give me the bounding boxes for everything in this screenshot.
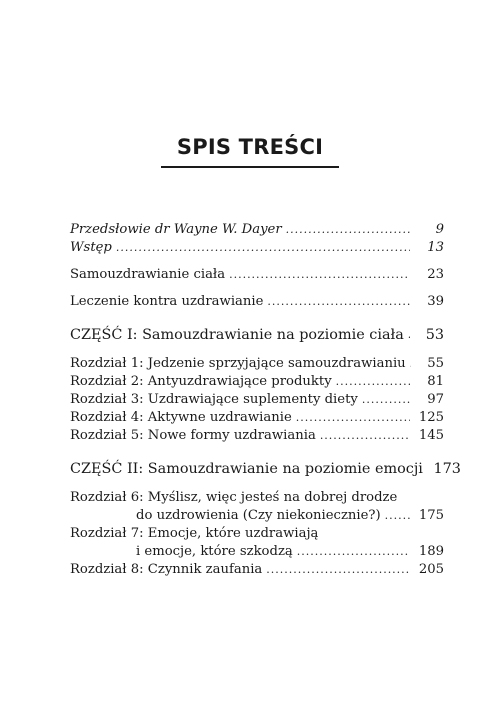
- toc-entry-continuation: [70, 507, 444, 525]
- toc-entry-treatment-vs-healing[interactable]: [70, 293, 444, 311]
- dot-leader: [385, 507, 410, 525]
- toc-entry-chapter-3[interactable]: [70, 391, 444, 409]
- title-container: [0, 134, 500, 168]
- table-of-contents: [70, 221, 461, 579]
- toc-entry-label: Rozdział 5: Nowe formy uzdrawiania: [70, 428, 316, 443]
- toc-entry-part-2[interactable]: [70, 460, 461, 478]
- page-title: SPIS TREŚCI: [161, 134, 339, 168]
- toc-entry-page: 53: [425, 327, 444, 343]
- spacer: [70, 445, 444, 460]
- dot-leader: [362, 391, 410, 409]
- toc-entry-label-line2: do uzdrowienia (Czy niekoniecznie?): [136, 508, 381, 523]
- dot-leader: [229, 266, 410, 284]
- spacer: [70, 257, 444, 266]
- toc-entry-page: 175: [418, 508, 444, 523]
- toc-entry-page: 55: [427, 356, 444, 371]
- spacer: [70, 344, 444, 355]
- toc-entry-chapter-5[interactable]: [70, 427, 444, 445]
- dot-leader: [408, 326, 410, 344]
- toc-entry-page: 173: [433, 461, 461, 477]
- toc-entry-continuation: [70, 543, 444, 561]
- toc-entry-label: Samouzdrawianie ciała: [70, 267, 226, 282]
- toc-entry-page: 23: [427, 267, 444, 282]
- dot-leader: [336, 373, 410, 391]
- toc-entry-part-1[interactable]: [70, 326, 444, 344]
- toc-entry-label-line2: i emocje, które szkodzą: [136, 544, 293, 559]
- toc-entry-page: 145: [418, 428, 444, 443]
- toc-entry-label: Rozdział 1: Jedzenie sprzyjające samouzdrawianiu: [70, 356, 406, 371]
- toc-entry-chapter-1[interactable]: [70, 355, 444, 373]
- spacer: [70, 478, 444, 489]
- toc-entry-label: CZĘŚĆ I: Samouzdrawianie na poziomie ciała: [70, 327, 404, 343]
- dot-leader: [296, 409, 410, 427]
- spacer: [70, 284, 444, 293]
- toc-entry-page: 81: [427, 374, 444, 389]
- toc-entry-page: 39: [427, 294, 444, 309]
- toc-entry-label-line1: Rozdział 7: Emocje, które uzdrawiają: [70, 526, 319, 541]
- toc-entry-body-self-healing[interactable]: [70, 266, 444, 284]
- toc-entry-page: 97: [427, 392, 444, 407]
- toc-entry-page: 13: [427, 240, 444, 255]
- dot-leader: [266, 561, 410, 579]
- toc-entry-page: 189: [418, 544, 444, 559]
- toc-entry-chapter-4[interactable]: [70, 409, 444, 427]
- toc-entry-intro[interactable]: [70, 239, 444, 257]
- toc-entry-label: Leczenie kontra uzdrawianie: [70, 294, 264, 309]
- toc-entry-label: Rozdział 4: Aktywne uzdrawianie: [70, 410, 292, 425]
- toc-entry-foreword[interactable]: [70, 221, 444, 239]
- toc-entry-page: 9: [435, 222, 444, 237]
- dot-leader: [116, 239, 410, 257]
- dot-leader: [320, 427, 410, 445]
- toc-entry-page: 125: [418, 410, 444, 425]
- dot-leader: [267, 293, 410, 311]
- dot-leader: [286, 221, 410, 239]
- toc-entry-label: Rozdział 2: Antyuzdrawiające produkty: [70, 374, 332, 389]
- spacer: [70, 311, 444, 326]
- toc-entry-chapter-8[interactable]: [70, 561, 444, 579]
- toc-entry-chapter-2[interactable]: [70, 373, 444, 391]
- toc-entry-label: Rozdział 8: Czynnik zaufania: [70, 562, 263, 577]
- toc-entry-label-line1: Rozdział 6: Myślisz, więc jesteś na dobrej drodze: [70, 490, 398, 505]
- toc-entry-chapter-7[interactable]: [70, 525, 444, 561]
- dot-leader: [297, 543, 410, 561]
- toc-entry-chapter-6[interactable]: [70, 489, 444, 525]
- toc-entry-label: CZĘŚĆ II: Samouzdrawianie na poziomie emocji: [70, 461, 423, 477]
- toc-entry-label: Rozdział 3: Uzdrawiające suplementy diety: [70, 392, 358, 407]
- toc-entry-label: Przedsłowie dr Wayne W. Dayer: [70, 222, 282, 237]
- toc-entry-label: Wstęp: [70, 240, 112, 255]
- toc-entry-page: 205: [418, 562, 444, 577]
